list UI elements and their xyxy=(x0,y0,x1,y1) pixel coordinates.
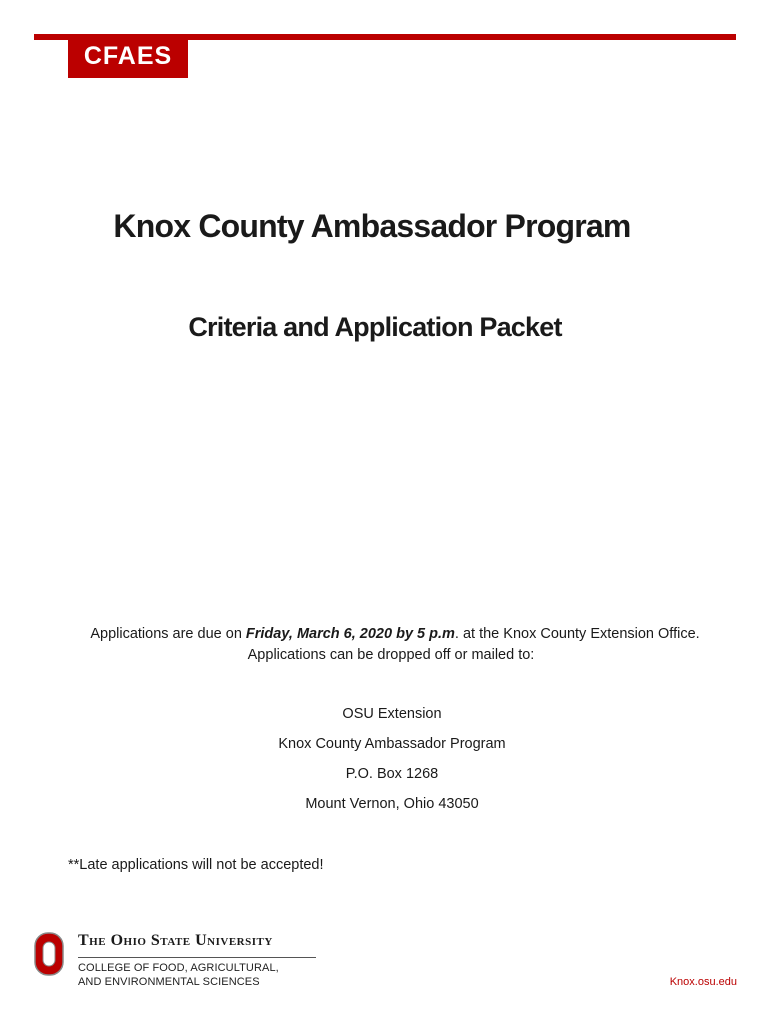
block-o-icon xyxy=(34,932,64,976)
due-suffix: . at the Knox County Extension Office. xyxy=(454,626,700,642)
cfaes-logo-text: CFAES xyxy=(83,41,173,70)
document-subtitle: Criteria and Application Packet xyxy=(188,312,562,342)
address-line-3: P.O. Box 1268 xyxy=(345,766,439,782)
due-prefix: Applications are due on xyxy=(90,626,246,642)
drop-off-instructions: Applications can be dropped off or mailed to: xyxy=(247,647,535,663)
due-date: Friday, March 6, 2020 by 5 p.m xyxy=(245,626,455,642)
address-line-1: OSU Extension xyxy=(342,706,442,722)
address-line-4: Mount Vernon, Ohio 43050 xyxy=(305,796,479,812)
document-title: Knox County Ambassador Program xyxy=(113,208,631,244)
college-name xyxy=(78,962,279,989)
due-date-paragraph xyxy=(0,624,770,644)
address-line-2: Knox County Ambassador Program xyxy=(278,736,506,752)
cfaes-logo xyxy=(68,34,188,78)
college-line-2: AND ENVIRONMENTAL SCIENCES xyxy=(78,975,260,988)
college-line-1: COLLEGE OF FOOD, AGRICULTURAL, xyxy=(78,962,279,974)
late-applications-note: **Late applications will not be accepted! xyxy=(68,857,324,873)
website-link[interactable]: Knox.osu.edu xyxy=(669,976,737,988)
university-name: The Ohio State University xyxy=(78,932,273,949)
footer-divider xyxy=(78,957,316,958)
